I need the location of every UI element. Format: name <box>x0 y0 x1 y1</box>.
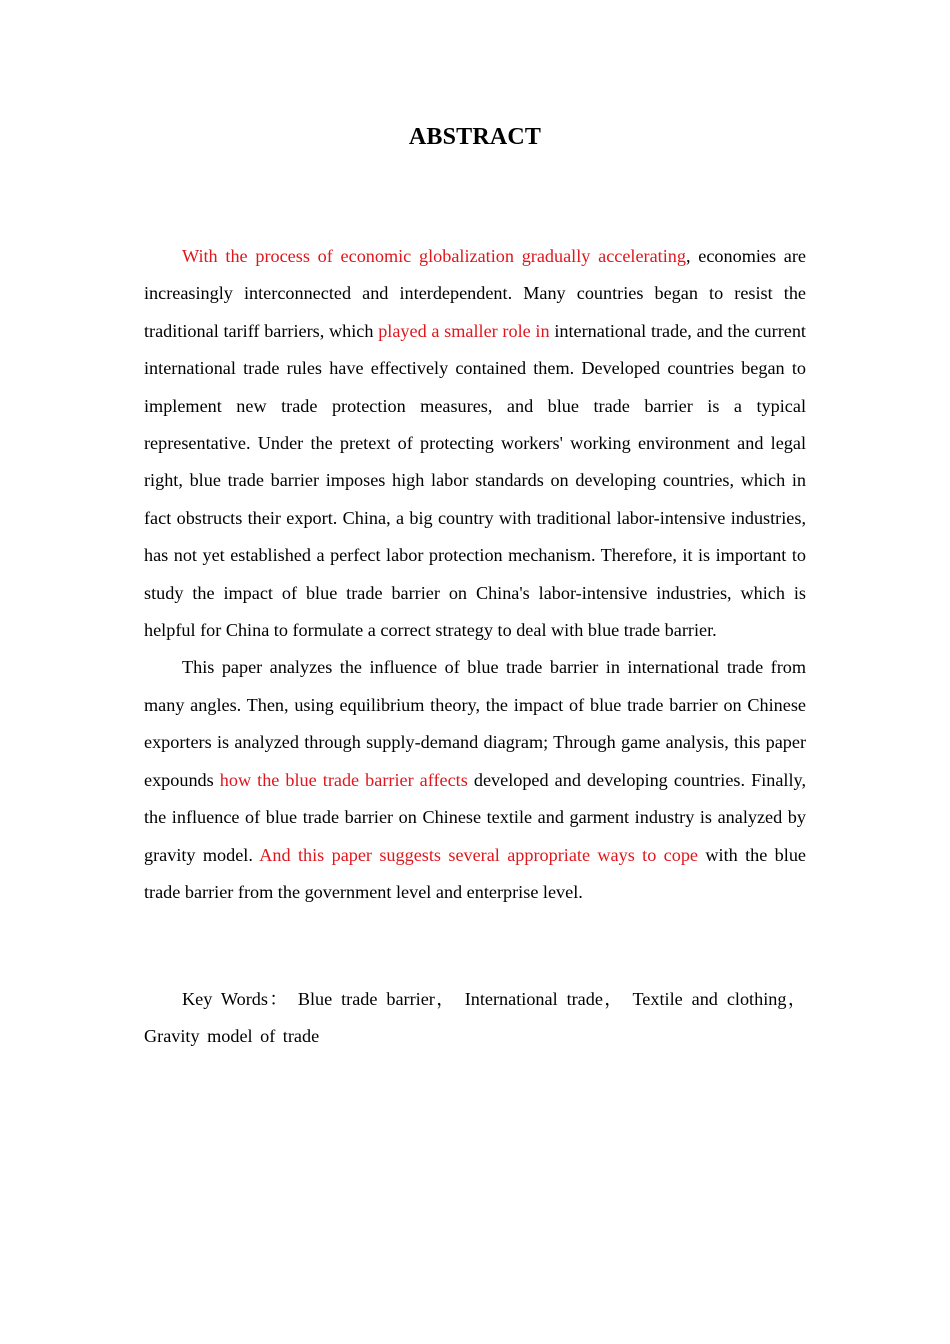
paragraph-text: This paper analyzes the influence of blue trade barrier in international trade from many angles. Then, using equilibrium theory, the impact of blue trade barrier on Chinese exporters is analyzed through supply-demand diagram; Through game analysis, this paper expounds <box>144 657 806 790</box>
highlighted-phrase: played a smaller role in <box>378 320 550 341</box>
keywords-label: Key Words： <box>182 989 289 1009</box>
abstract-body <box>144 238 806 911</box>
paragraph-text: international trade, and the current international trade rules have effectively contained them. Developed countries began to implement new trade protection measures, and blue trade barrier is a typical representative. Under the pretext of protecting workers' working environment and legal right, blue trade barrier imposes high labor standards on developing countries, which in fact obstructs their export. China, a big country with traditional labor-intensive industries, has not yet established a perfect labor protection mechanism. Therefore, it is important to study the impact of blue trade barrier on China's labor-intensive industries, which is helpful for China to formulate a correct strategy to deal with blue trade barrier. <box>144 320 806 641</box>
highlighted-phrase: With the process of economic globalization gradually accelerating <box>182 246 686 266</box>
abstract-paragraph-2 <box>144 649 806 911</box>
paragraph-text: developed and developing countries. Finally, the influence of blue trade barrier on Chinese textile and garment industry is analyzed by gravity model. <box>144 769 806 865</box>
keywords-line <box>144 981 806 1056</box>
highlighted-phrase: And this paper suggests several appropriate ways to cope <box>259 844 699 865</box>
highlighted-phrase: how the blue trade barrier affects <box>219 769 468 790</box>
abstract-title: ABSTRACT <box>408 124 542 150</box>
keywords-list: Blue trade barrier， International trade， Textile and clothing，Gravity model of trade <box>144 989 807 1047</box>
paragraph-text: , economies are increasingly interconnected and interdependent. Many countries began to resist the traditional tariff barriers, which <box>144 246 806 341</box>
paragraph-text: with the blue trade barrier from the government level and enterprise level. <box>144 844 806 902</box>
abstract-paragraph-1 <box>144 238 806 649</box>
